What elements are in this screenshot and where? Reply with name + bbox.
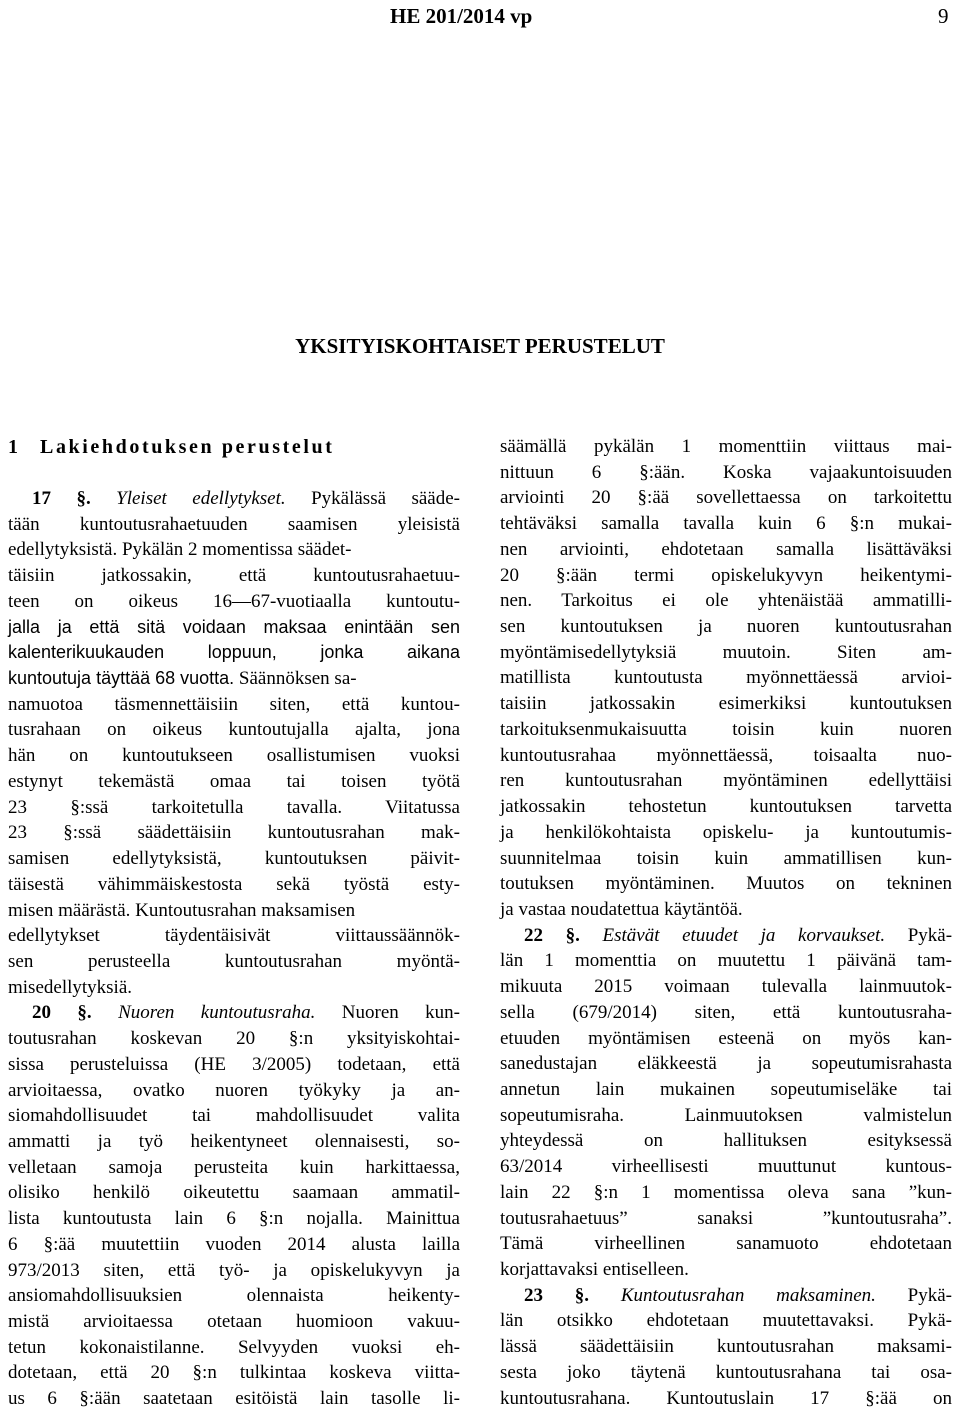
text-span: toutusrahan koskevan 20 §:n yksityiskohtai- <box>8 1028 460 1050</box>
text-span: ja henkilökohtaista opiskelu- ja kuntoutumis- <box>500 821 952 843</box>
text-line <box>500 897 952 923</box>
text-line <box>500 1308 952 1334</box>
text-span: Pykä- <box>875 1284 953 1306</box>
text-span: lässä säädettäisiin kuntoutusrahan maksami- <box>500 1336 952 1358</box>
text-line <box>500 1077 952 1103</box>
text-span: edellytyksistä. Pykälän 2 momentissa säädet- <box>8 539 352 561</box>
text-line <box>8 512 460 538</box>
text-line <box>8 898 460 924</box>
text-span: 20 §:ään termi opiskelukyvyn heikentymi- <box>500 564 952 586</box>
text-line <box>8 1258 460 1284</box>
text-line <box>8 1155 460 1181</box>
text-span: mistä arvioitaessa otetaan huomioon vakuu- <box>8 1311 460 1333</box>
text-span: Nuoren kuntoutusraha. <box>118 1002 316 1024</box>
text-span: lista kuntoutusta lain 6 §:n nojalla. Mainittua <box>8 1208 460 1230</box>
text-line <box>8 589 460 615</box>
text-span: yhteydessä on hallituksen esityksessä <box>500 1130 952 1152</box>
text-line <box>8 1283 460 1309</box>
document-id: HE 201/2014 vp <box>390 4 533 28</box>
text-span: 23 §. <box>524 1284 621 1306</box>
text-span: sen perusteella kuntoutusrahan myöntä- <box>8 950 460 972</box>
text-line <box>8 1052 460 1078</box>
text-line <box>500 794 952 820</box>
text-line <box>8 1206 460 1232</box>
text-span: sopeutumisraha. Lainmuutoksen valmistelun <box>500 1104 952 1126</box>
text-span: nittuun 6 §:ään. Koska vajaakuntoisuuden <box>500 461 952 483</box>
text-span: Pykälässä sääde- <box>285 488 460 509</box>
text-span: ammatti ja työ heikentyneet olennaisesti, so- <box>8 1131 460 1152</box>
text-span: teen on oikeus 16—67-vuotiaalla kuntoutu- <box>8 590 460 612</box>
page-number: 9 <box>938 4 949 28</box>
text-span: ren kuntoutusrahan myöntäminen edellyttäisi <box>500 770 952 792</box>
text-span: sanedustajan eläkkeestä ja sopeutumisrahasta <box>500 1053 952 1075</box>
page-title: YKSITYISKOHTAISET PERUSTELUT <box>295 334 665 358</box>
text-span: misen määrästä. Kuntoutusrahan maksamisen <box>8 899 356 921</box>
text-span: 63/2014 virheellisesti muuttunut kuntous- <box>500 1156 952 1178</box>
text-span: matillista kuntoutusta myönnettäessä arvioi- <box>500 667 952 689</box>
text-line <box>500 1128 952 1154</box>
text-line <box>8 640 460 666</box>
section-title: Lakiehdotuksen perustelut <box>40 436 335 458</box>
text-line <box>500 1103 952 1129</box>
text-span: Säännöksen sa- <box>234 668 357 690</box>
text-line <box>8 975 460 1001</box>
text-span: 23 §:ssä tarkoitetulla tavalla. Viitatussa <box>8 796 460 818</box>
text-line <box>500 1206 952 1232</box>
text-span: täisestä vähimmäiskestosta sekä työstä esty- <box>8 873 460 895</box>
text-line <box>8 1335 460 1361</box>
text-span: sesta joko täytenä kuntoutusrahana tai osa- <box>500 1361 952 1383</box>
text-line <box>8 1026 460 1052</box>
text-span: Tämä virheellinen sanamuoto ehdotetaan <box>500 1233 952 1255</box>
text-line <box>8 1129 460 1155</box>
text-span: etuuden myöntämisen esteenä on myös kan- <box>500 1027 952 1049</box>
text-span: jalla ja että sitä voidaan maksaa enintään sen <box>8 616 460 637</box>
text-line <box>8 743 460 769</box>
text-line <box>500 1257 952 1283</box>
text-span: siomahdollisuudet tai mahdollisuudet valita <box>8 1105 460 1127</box>
text-span: Nuoren kun- <box>315 1002 460 1024</box>
text-span: 973/2013 siten, että työ- ja opiskelukyvyn ja <box>8 1259 460 1281</box>
text-span: edellytykset täydentäisivät viittaussäännök- <box>8 925 460 947</box>
text-span: 23 §:ssä säädettäisiin kuntoutusrahan mak- <box>8 822 460 844</box>
text-span: misedellytyksiä. <box>8 976 133 998</box>
text-line <box>500 974 952 1000</box>
text-span: sella (679/2014) siten, että kuntoutusraha- <box>500 1001 952 1023</box>
text-span: toutusrahaetuus” sanaksi ”kuntoutusraha”. <box>500 1207 952 1229</box>
text-span: toutuksen myöntäminen. Muutos on tekninen <box>500 873 952 895</box>
text-line <box>8 615 460 641</box>
text-span: tehtäväksi samalla tavalla kuin 6 §:n mukai- <box>500 513 952 535</box>
text-line <box>500 1360 952 1386</box>
text-span: kuntoutusrahaa myönnettäessä, toisaalta nuo- <box>500 744 952 766</box>
text-span: us 6 §:ään saatetaan esitöistä lain tasolle li- <box>8 1388 460 1410</box>
text-line <box>500 434 952 460</box>
text-line <box>500 485 952 511</box>
text-line <box>32 1000 460 1026</box>
text-span: 22 §. <box>524 924 603 946</box>
text-line <box>8 949 460 975</box>
text-line <box>500 743 952 769</box>
text-span: arviointi 20 §:ää sovellettaessa on tarkoitettu <box>500 487 952 509</box>
text-line <box>524 923 952 949</box>
text-line <box>500 768 952 794</box>
text-span: arvioitaessa, ovatko nuoren työkyky ja an- <box>8 1079 460 1101</box>
text-line <box>500 1051 952 1077</box>
text-span: Yleiset edellytykset. <box>116 488 286 509</box>
text-span: Pykä- <box>885 924 953 946</box>
text-line <box>8 1232 460 1258</box>
text-span: 17 §. <box>32 488 117 509</box>
text-span: nen. Tarkoitus ei ole yhtenäistää ammatilli- <box>500 590 952 612</box>
text-span: tusrahaan on oikeus kuntoutujalla ajalta, jona <box>8 719 460 741</box>
text-span: kuntoutusrahana. Kuntoutuslain 17 §:ää on <box>500 1387 952 1409</box>
text-line <box>500 665 952 691</box>
text-span: tarkoituksenmukaisuutta toisin kuin nuoren <box>500 718 952 740</box>
text-line <box>500 1334 952 1360</box>
text-span: taisiin jatkossakin esimerkiksi kuntoutuksen <box>500 693 952 715</box>
text-line <box>500 588 952 614</box>
text-span: kalenterikuukauden loppuun, jonka aikana <box>8 642 460 663</box>
text-line <box>500 948 952 974</box>
text-line <box>8 537 460 563</box>
text-line <box>8 872 460 898</box>
text-span: län otsikko ehdotetaan muutettavaksi. Pykä- <box>500 1310 952 1332</box>
text-line <box>8 1386 460 1412</box>
text-line <box>500 1231 952 1257</box>
text-line <box>8 1180 460 1206</box>
text-line <box>500 1180 952 1206</box>
text-span: estynyt tekemästä omaa tai toisen työtä <box>8 770 460 792</box>
text-line <box>8 1360 460 1386</box>
text-span: nen arviointi, ehdotetaan samalla lisättäväksi <box>500 538 952 560</box>
text-line <box>8 563 460 589</box>
text-line <box>8 717 460 743</box>
text-span: 6 §:ää muutettiin vuoden 2014 alusta lailla <box>8 1233 460 1255</box>
text-span: Kuntoutusrahan maksaminen. <box>620 1284 876 1306</box>
text-span: län 1 momenttia on muutettu 1 päivänä tam- <box>500 950 952 972</box>
text-span: korjattavaksi entiselleen. <box>500 1259 689 1281</box>
text-line <box>8 769 460 795</box>
text-span: täisiin jatkossakin, että kuntoutusrahaetuu- <box>8 565 460 587</box>
text-span: tetun kokonaistilanne. Selvyyden vuoksi eh- <box>8 1336 460 1358</box>
text-line <box>500 691 952 717</box>
section-number: 1 <box>8 436 18 458</box>
text-line <box>500 640 952 666</box>
text-span: tään kuntoutusrahaetuuden saamisen yleisistä <box>8 513 460 535</box>
text-line <box>500 511 952 537</box>
text-line <box>500 871 952 897</box>
text-line <box>500 1026 952 1052</box>
text-span: namuotoa täsmennettäisiin siten, että kuntou- <box>8 693 460 715</box>
text-span: 20 §. <box>32 1002 119 1024</box>
text-line <box>8 1103 460 1129</box>
text-line <box>524 1283 952 1309</box>
text-line <box>500 717 952 743</box>
text-line <box>500 614 952 640</box>
text-span: jatkossakin tehostetun kuntoutuksen tarvetta <box>500 796 952 818</box>
text-line <box>500 1154 952 1180</box>
text-line <box>8 795 460 821</box>
text-line <box>8 692 460 718</box>
text-line <box>8 923 460 949</box>
text-line <box>500 460 952 486</box>
text-span: suunnitelmaa toisin kuin ammatillisen kun- <box>500 847 952 869</box>
text-span: sissa perusteluissa (HE 3/2005) todetaan, että <box>8 1053 460 1075</box>
text-span: ansiomahdollisuuksien olennaista heikenty- <box>8 1285 460 1307</box>
text-span: annetun lain mukainen sopeutumiseläke tai <box>500 1079 952 1100</box>
text-span: kuntoutuja täyttää 68 vuotta. <box>8 668 235 689</box>
text-span: sen kuntoutuksen ja nuoren kuntoutusrahan <box>500 616 952 638</box>
text-line <box>8 666 460 692</box>
text-span: olisiko henkilö oikeutettu saamaan ammatil- <box>8 1182 460 1204</box>
text-span: säämällä pykälän 1 momenttiin viittaus mai- <box>500 436 952 457</box>
text-line <box>500 537 952 563</box>
text-span: samisen edellytyksistä, kuntoutuksen päivit- <box>8 848 460 870</box>
text-line <box>8 820 460 846</box>
text-line <box>32 486 460 512</box>
text-span: dotetaan, että 20 §:n tulkintaa koskeva viitta- <box>8 1362 460 1384</box>
text-span: lain 22 §:n 1 momentissa oleva sana ”kun- <box>500 1181 952 1203</box>
text-span: myöntämisedellytyksiä muutoin. Siten am- <box>500 641 952 663</box>
text-span: velletaan samoja perusteita kuin harkittaessa, <box>8 1156 460 1178</box>
text-line <box>500 846 952 872</box>
text-line <box>8 1309 460 1335</box>
text-span: mikuuta 2015 voimaan tulevalla lainmuutok- <box>500 976 952 998</box>
text-line <box>8 1078 460 1104</box>
text-line <box>500 1000 952 1026</box>
text-span: ja vastaa noudatettua käytäntöä. <box>500 898 743 920</box>
text-line <box>8 846 460 872</box>
section-heading <box>8 435 335 459</box>
text-span: Estävät etuudet ja korvaukset. <box>602 924 886 946</box>
text-line <box>500 563 952 589</box>
text-span: hän on kuntoutukseen osallistumisen vuoksi <box>8 745 460 767</box>
text-line <box>500 820 952 846</box>
